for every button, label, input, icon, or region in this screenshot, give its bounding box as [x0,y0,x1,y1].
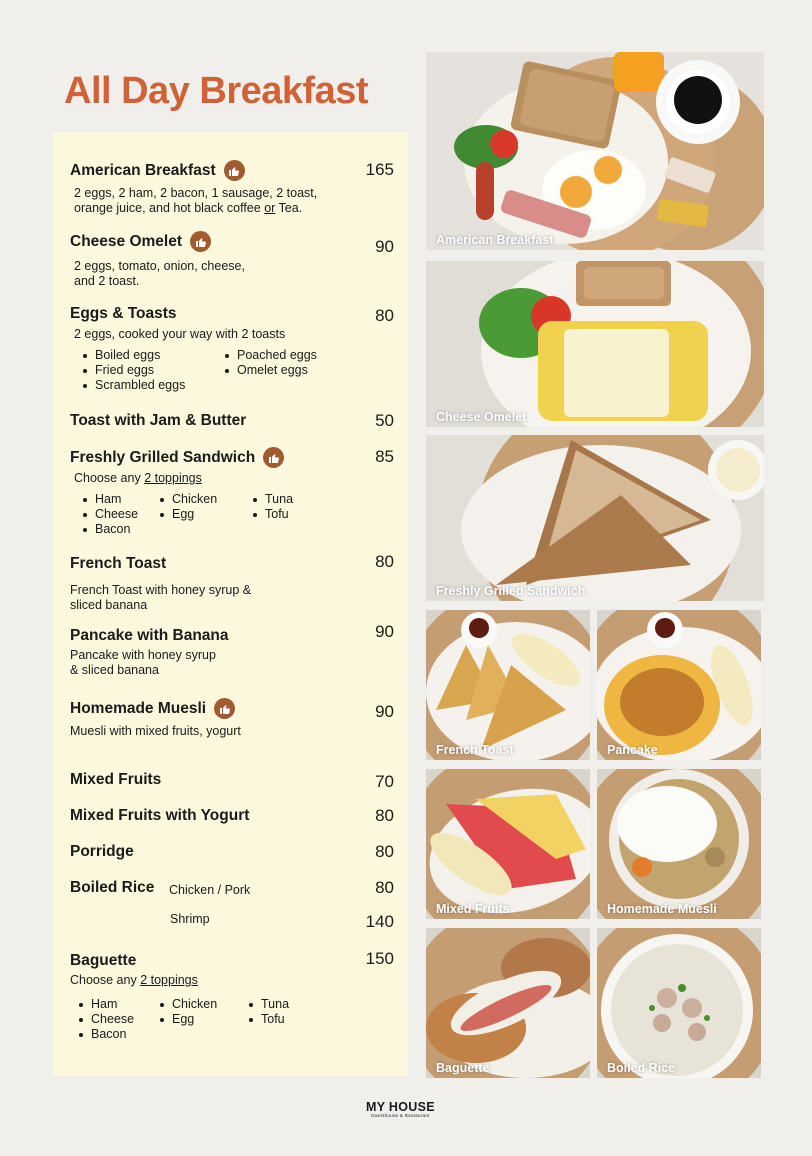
variant-chicken-pork: Chicken / Pork [169,883,251,897]
item-description: Pancake with honey syrup & sliced banana [70,648,216,677]
variant-shrimp: Shrimp [170,912,210,926]
menu-item-baguette [70,951,398,1045]
item-name: Freshly Grilled Sandwich [70,448,256,466]
item-description: 2 eggs, tomato, onion, cheese, and 2 toast. [74,259,245,288]
option-egg: Egg [147,1012,217,1027]
photo-caption: Boiled Rice [607,1061,676,1075]
thumbs-up-icon [214,698,235,719]
item-price: 90 [375,237,394,256]
item-description: 2 eggs, 2 ham, 2 bacon, 1 sausage, 2 toast, orange juice, and hot black coffee or Tea. [74,186,318,215]
photo-caption: Baguette [436,1061,490,1075]
item-name: Pancake with Banana [70,627,229,644]
photo-grilled-sandwich [426,435,764,601]
item-description: 2 eggs, cooked your way with 2 toasts [74,327,286,341]
photo-caption: French Toast [436,743,514,757]
item-description: French Toast with honey syrup & sliced banana [70,583,252,612]
item-name: Homemade Muesli [70,699,207,717]
item-name: Eggs & Toasts [70,305,177,322]
photo-caption: Freshly Grilled Sandwich [436,584,586,598]
toppings-note: 2 toppings [144,471,202,485]
item-name: Porridge [70,843,134,860]
option-bacon: Bacon [70,522,138,537]
item-name: Toast with Jam & Butter [70,412,247,429]
photo-caption: Homemade Muesli [607,902,717,916]
item-price: 80 [375,806,394,825]
option-poached-eggs: Poached eggs [212,348,317,363]
item-price: 90 [375,622,394,641]
toppings-note: 2 toppings [140,973,198,987]
menu-item-cheese-omelet [70,231,398,289]
item-price: 150 [365,949,394,968]
topping-options-list [70,997,398,1045]
item-price: 50 [375,411,394,430]
item-name: Cheese Omelet [70,232,182,250]
boiled-rice-illustration [597,928,761,1078]
item-price: 165 [365,160,394,179]
homemade-muesli-illustration [597,769,761,919]
french-toast-illustration [426,610,590,760]
baguette-illustration [426,928,590,1078]
photo-caption: Cheese Omelet [436,410,527,424]
item-name: Mixed Fruits [70,771,162,788]
grilled-sandwich-illustration [426,435,764,601]
menu-item-eggs-toasts [70,304,398,396]
pancake-illustration [597,610,761,760]
photo-french-toast [426,610,590,760]
menu-item-mixed-fruits [70,770,398,790]
item-name: Baguette [70,952,137,969]
option-bacon: Bacon [66,1027,134,1042]
item-name: American Breakfast [70,161,216,179]
option-cheese: Cheese [70,507,138,522]
brand-tagline: Guesthouse & Restaurant [371,1113,430,1118]
item-price: 90 [375,702,394,721]
menu-item-mixed-fruits-yogurt [70,806,398,826]
photo-mixed-fruits [426,769,590,919]
variant-chicken-pork-price: 80 [375,878,394,897]
option-omelet-eggs: Omelet eggs [212,363,317,378]
option-tofu: Tofu [240,507,293,522]
topping-options-list [70,492,398,540]
option-boiled-eggs: Boiled eggs [70,348,185,363]
brand-logo [366,1100,435,1118]
photo-caption: American Breakfast [436,233,554,247]
photo-caption: Mixed Fruits [436,902,510,916]
photo-boiled-rice [597,928,761,1078]
menu-item-boiled-rice [70,878,398,931]
option-chicken: Chicken [147,492,217,507]
thumbs-up-icon [190,231,211,252]
item-price: 80 [375,306,394,325]
thumbs-up-icon [263,447,284,468]
menu-item-porridge [70,842,398,862]
item-price: 85 [375,447,394,466]
photo-cheese-omelet [426,261,764,427]
item-name: Boiled Rice [70,879,155,896]
photo-caption: Pancake [607,743,658,757]
american-breakfast-illustration [426,52,764,250]
brand-name: MY HOUSE [366,1100,435,1114]
thumbs-up-icon [224,160,245,181]
egg-options-list [70,348,398,396]
photo-homemade-muesli [597,769,761,919]
menu-item-pancake-banana [70,622,398,678]
menu-item-american-breakfast [70,160,398,216]
option-scrambled-eggs: Scrambled eggs [70,378,185,393]
menu-item-grilled-sandwich [70,447,398,540]
menu-item-homemade-muesli [70,698,398,739]
option-tofu: Tofu [236,1012,289,1027]
option-chicken: Chicken [147,997,217,1012]
option-tuna: Tuna [236,997,289,1012]
item-price: 80 [375,552,394,571]
item-price: 80 [375,842,394,861]
photo-american-breakfast [426,52,764,250]
menu-item-toast-jam-butter [70,411,398,431]
menu-item-french-toast [70,554,398,613]
option-fried-eggs: Fried eggs [70,363,185,378]
item-description: Choose any 2 toppings [74,471,202,485]
photo-pancake [597,610,761,760]
photo-baguette [426,928,590,1078]
cheese-omelet-illustration [426,261,764,427]
option-egg: Egg [147,507,217,522]
item-description: Muesli with mixed fruits, yogurt [70,724,241,738]
page-title: All Day Breakfast [64,70,369,112]
item-name: French Toast [70,555,167,572]
option-ham: Ham [66,997,134,1012]
option-cheese: Cheese [66,1012,134,1027]
item-price: 70 [375,772,394,791]
option-tuna: Tuna [240,492,293,507]
mixed-fruits-illustration [426,769,590,919]
variant-shrimp-price: 140 [365,912,394,931]
item-name: Mixed Fruits with Yogurt [70,807,250,824]
item-description: Choose any 2 toppings [70,973,198,987]
option-ham: Ham [70,492,138,507]
